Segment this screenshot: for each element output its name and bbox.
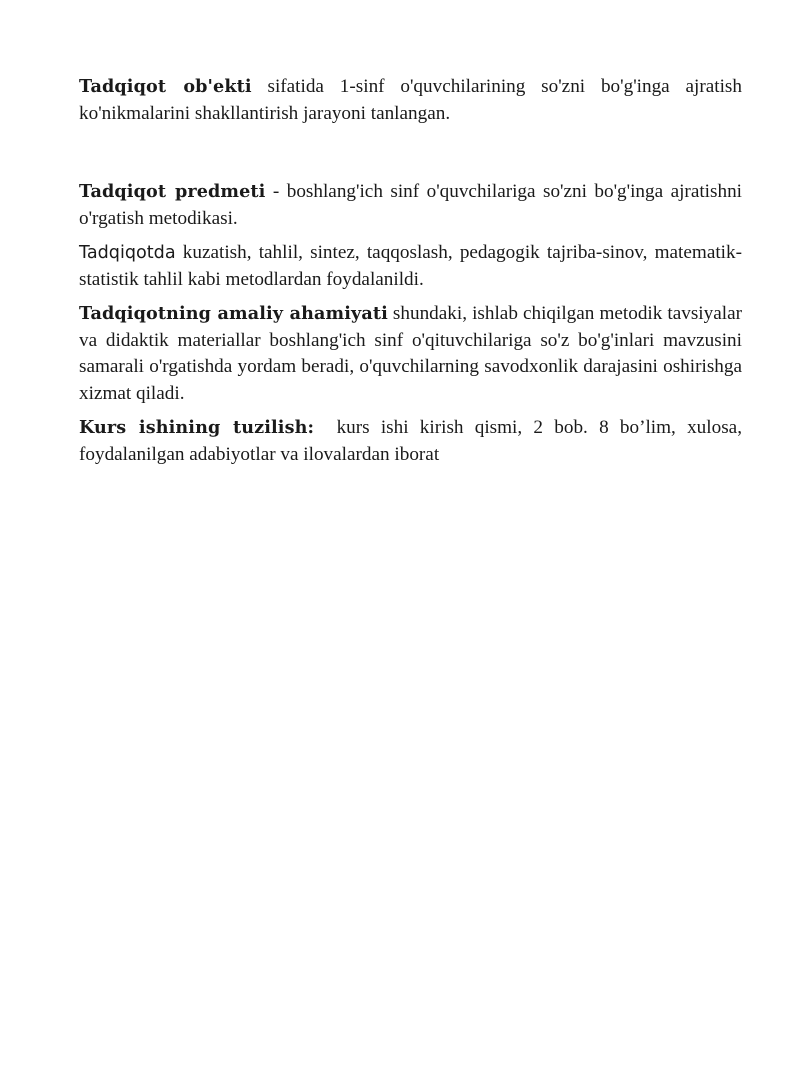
paragraph-body-text: sifatida 1-sinf o'quvchilarining so'zni bo'g'inga ajratish ko'nikmalarini shakllantirish jarayoni tanlangan.	[79, 76, 742, 124]
paragraph-practical-significance	[79, 301, 742, 407]
paragraph-lead-bold: Kurs ishining tuzilish:	[79, 417, 315, 438]
paragraph-body-text: shundaki, ishlab chiqilgan metodik tavsiyalar va didaktik materiallar boshlang'ich sinf o'qituvchilariga so'z bo'g'inlari mavzusini samarali o'rgatishda yordam beradi, o'quvchilarning savodxonlik darajasini oshirishga xizmat qiladi.	[79, 303, 742, 404]
paragraph-course-structure	[79, 415, 747, 468]
paragraph-body-text: kuzatish, tahlil, sintez, taqqoslash, pedagogik tajriba-sinov, matematik-statistik tahlil kabi metodlardan foydalanildi.	[79, 242, 742, 290]
paragraph-body-text: kurs ishi kirish qismi, 2 bob. 8 bo’lim, xulosa, foydalanilgan adabiyotlar va ilovalardan iborat	[79, 417, 747, 465]
paragraph-research-methods	[79, 240, 742, 293]
paragraph-research-object	[79, 74, 742, 127]
paragraph-lead-bold: Tadqiqot predmeti	[79, 181, 266, 202]
paragraph-lead-text: Tadqiqotda	[79, 243, 176, 263]
paragraph-body-text: - boshlang'ich sinf o'quvchilariga so'zni bo'g'inga ajratishni o'rgatish metodikasi.	[79, 181, 742, 229]
document-page	[79, 74, 747, 468]
paragraph-lead-bold: Tadqiqotning amaliy ahamiyati	[79, 303, 388, 324]
paragraph-research-subject	[79, 179, 742, 232]
paragraph-lead-bold: Tadqiqot ob'ekti	[79, 76, 252, 97]
